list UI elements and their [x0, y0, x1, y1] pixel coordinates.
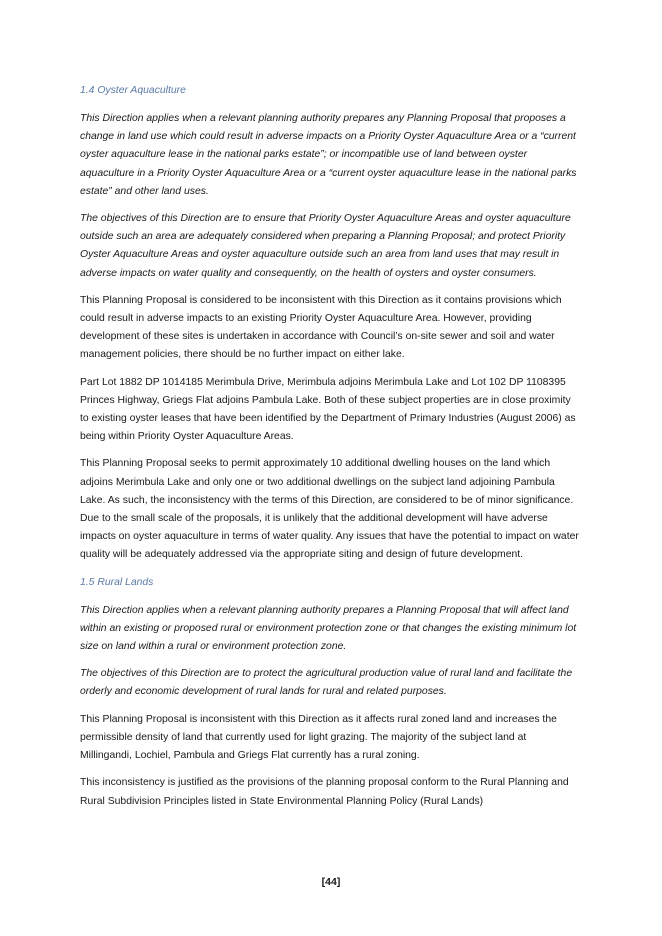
body-paragraph: This Planning Proposal seeks to permit approximately 10 additional dwelling houses on the land which adjoins Merimbula Lake and only one or two additional dwellings on the subject land adjoining Pambula Lake. As such, the inconsistency with the terms of this Direction, are considered to be of minor significance. Due to the small scale of the proposals, it is unlikely that the additional development will have adverse impacts on oyster aquaculture in terms of water quality. Any issues that have the potential to impact on water quality will be adequately addressed via the appropriate siting and design of future development. — [80, 458, 579, 561]
section-heading: 1.5 Rural Lands — [80, 576, 154, 588]
document-page — [80, 82, 580, 820]
section-oyster-aquaculture — [80, 82, 580, 565]
direction-applies-paragraph: This Direction applies when a relevant planning authority prepares a Planning Proposal that will affect land within an existing or proposed rural or environment protection zone or that changes the existing minimum lot size on land within a rural or environment protection zone. — [80, 604, 577, 653]
objectives-paragraph: The objectives of this Direction are to protect the agricultural production value of rural land and facilitate the orderly and economic development of rural lands for rural and related purposes. — [80, 668, 573, 698]
section-heading: 1.4 Oyster Aquaculture — [80, 85, 186, 96]
body-paragraph: Part Lot 1882 DP 1014185 Merimbula Drive, Merimbula adjoins Merimbula Lake and Lot 102 DP 1108395 Princes Highway, Griegs Flat adjoins Pambula Lake. Both of these subject properties are in close proximity to existing oyster leases that have been identified by the Department of Primary Industries (August 2006) as being within Priority Oyster Aquaculture Areas. — [80, 376, 576, 443]
page-number: [44] — [321, 876, 341, 888]
direction-applies-paragraph: This Direction applies when a relevant planning authority prepares any Planning Proposal that proposes a change in land use which could result in adverse impacts on a Priority Oyster Aquaculture Area or a “current oyster aquaculture lease in the national parks estate”; or incompatible use of land between oyster aquaculture in a Priority Oyster Aquaculture Area or a “current oyster aquaculture lease in the national parks estate” and other land uses. — [80, 113, 577, 197]
body-paragraph: This Planning Proposal is inconsistent with this Direction as it affects rural zoned land and increases the permissible density of land that currently used for light grazing. The majority of the subject land at Millingandi, Lochiel, Pambula and Griegs Flat currently has a rural zoning. — [80, 713, 557, 762]
body-paragraph: This inconsistency is justified as the provisions of the planning proposal conform to the Rural Planning and Rural Subdivision Principles listed in State Environmental Planning Policy (Rural Lands) — [80, 777, 569, 807]
body-paragraph: This Planning Proposal is considered to be inconsistent with this Direction as it contains provisions which could result in adverse impacts to an existing Priority Oyster Aquaculture Area. However, providing development of these sites is undertaken in accordance with Council’s on-site sewer and soil and water management policies, there should be no further impact on either lake. — [80, 294, 562, 361]
section-rural-lands — [80, 574, 580, 811]
objectives-paragraph: The objectives of this Direction are to ensure that Priority Oyster Aquaculture Areas and oyster aquaculture outside such an area are adequately considered when preparing a Planning Proposal; and protect Priority Oyster Aquaculture Areas and oyster aquaculture outside such an area from land uses that may result in adverse impacts on water quality and consequently, on the health of oysters and oyster consumers. — [80, 213, 571, 279]
